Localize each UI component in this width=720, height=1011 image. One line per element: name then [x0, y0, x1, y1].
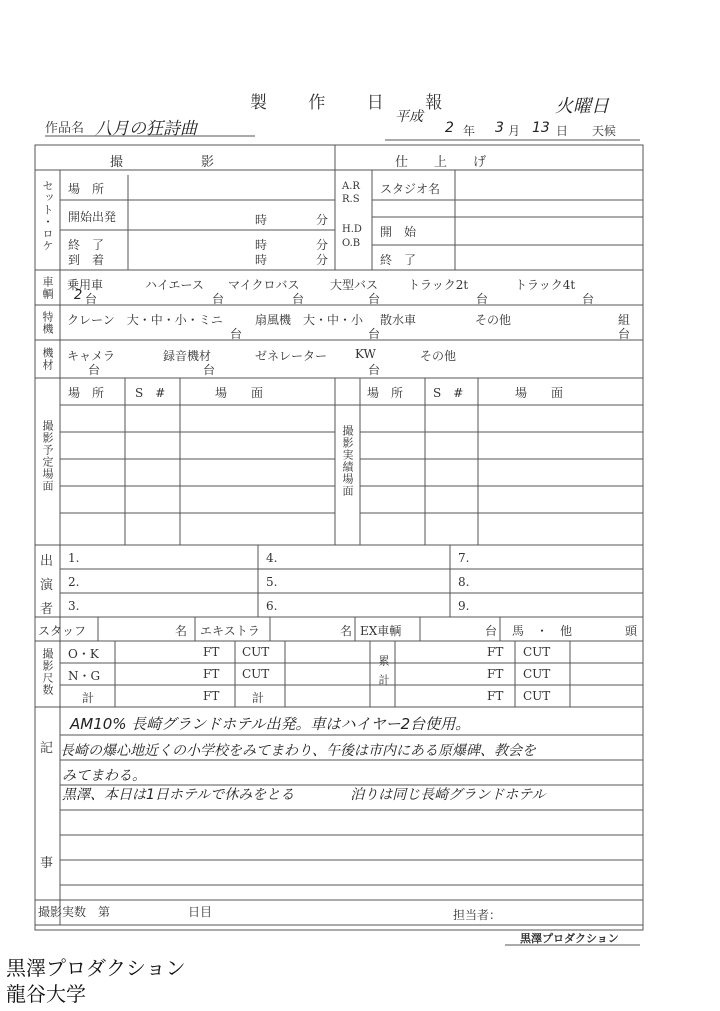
cast-number-3: 3.: [68, 599, 80, 613]
ex-car-label: EX車輌: [360, 624, 402, 638]
extra-label: エキストラ: [200, 624, 260, 638]
date-year: 2: [445, 120, 454, 136]
vehicle-truck4t: トラック4t: [515, 278, 576, 292]
car-count: 2: [74, 288, 83, 303]
cum-cut-1: CUT: [523, 645, 551, 659]
extra-mei: 名: [340, 624, 353, 638]
fan-label: 扇風機 大・中・小: [255, 313, 364, 327]
era-label: 平成: [395, 109, 423, 125]
ob-label: O.B: [342, 238, 361, 249]
vehicle-truck2t: トラック2t: [408, 278, 469, 292]
notes-side-top: 記: [40, 741, 54, 756]
actual-scenes-side-label: 撮影実績場面: [341, 425, 354, 497]
studio-end-label: 終 了: [380, 253, 417, 267]
cum-cut-2: CUT: [523, 667, 551, 681]
equipment-generator: ゼネレーター: [255, 349, 328, 363]
person-in-charge-label: 担当者：: [453, 908, 502, 922]
cast-number-8: 8.: [458, 575, 470, 589]
cum-ft-1: FT: [487, 645, 504, 659]
start-hour-unit: 時: [255, 213, 268, 227]
cast-side-2: 演: [40, 578, 54, 593]
cum-cut-3: CUT: [523, 689, 551, 703]
horse-label: 馬 ・ 他: [512, 624, 573, 638]
set-location-side-label: セット・ロケ: [41, 180, 54, 252]
notes-line-2: 長崎の爆心地近くの小学校をみてまわり、午後は市内にある原爆碑、教会を: [60, 743, 536, 759]
ok-cut: CUT: [242, 645, 270, 659]
special-side-label: 特機: [41, 311, 54, 335]
hd-label: H.D: [342, 224, 362, 235]
equipment-kw: KW: [355, 347, 376, 361]
notes-line-3: みてまわる。: [62, 768, 146, 784]
work-name-label: 作品名: [45, 121, 85, 136]
cast-number-4: 4.: [266, 551, 278, 565]
cast-side-3: 者: [40, 602, 54, 617]
sound-dai: 台: [203, 363, 216, 377]
credit-line-1: 黒澤プロダクション: [6, 956, 186, 980]
equipment-other: その他: [420, 349, 457, 363]
cumulative-label: 累計: [377, 655, 390, 693]
arrive-label: 到 着: [68, 253, 105, 267]
weather-label: 天候: [592, 124, 617, 138]
equipment-side-label: 機材: [41, 347, 54, 371]
fan-dai: 台: [368, 327, 381, 341]
total-ft: FT: [203, 689, 220, 703]
plan-scene-header: 場 面: [215, 386, 264, 400]
special-kumi: 組: [618, 313, 631, 327]
ng-label: N・G: [68, 669, 101, 683]
notes-line-1: AM10% 長崎グランドホテル出発。車はハイヤー2台使用。: [70, 715, 471, 733]
notes-side-bottom: 事: [40, 856, 54, 871]
kw-dai: 台: [368, 363, 381, 377]
total-cut-label: 計: [252, 691, 265, 705]
start-minute-unit: 分: [316, 213, 329, 227]
staff-label: スタッフ: [38, 624, 87, 638]
ar-label: A.R: [342, 181, 360, 192]
rs-label: R.S: [342, 194, 360, 205]
car-label: 乗用車: [67, 278, 104, 292]
date-month: 3: [495, 120, 504, 136]
actual-scene-header: 場 面: [515, 386, 564, 400]
crane-dai: 台: [230, 327, 243, 341]
end-hour-unit: 時: [255, 238, 268, 252]
date-day: 13: [532, 120, 550, 136]
weekday: 火曜日: [555, 96, 609, 117]
shooting-days-unit: 日目: [188, 905, 213, 919]
date-day-unit: 日: [556, 124, 569, 138]
vehicle-hiace: ハイエース: [145, 278, 204, 292]
form-title: 製 作 日 報: [250, 93, 461, 113]
camera-dai: 台: [88, 363, 101, 377]
plan-place-header: 場 所: [68, 386, 105, 400]
ok-label: O・K: [68, 647, 99, 661]
cast-number-9: 9.: [458, 599, 470, 613]
cast-number-7: 7.: [458, 551, 470, 565]
date-month-unit: 月: [508, 124, 521, 138]
plan-sno-header: S #: [135, 386, 166, 400]
cum-ft-3: FT: [487, 689, 504, 703]
cast-number-5: 5.: [266, 575, 278, 589]
crane-label: クレーン 大・中・小・ミニ: [67, 313, 223, 327]
cast-number-2: 2.: [68, 575, 80, 589]
company-stamp: 黒澤プロダクション: [520, 932, 619, 945]
vehicle-bigbus: 大型バス: [330, 278, 379, 292]
bigbus-dai: 台: [368, 292, 381, 306]
shooting-days-label: 撮影実数 第: [38, 905, 111, 919]
sprinkler-label: 散水車: [380, 313, 417, 327]
notes-line-4: 黒澤、本日は1日ホテルで休みをとる 泊りは同じ長崎グランドホテル: [62, 787, 546, 803]
cum-ft-2: FT: [487, 667, 504, 681]
ng-ft: FT: [203, 667, 220, 681]
work-name-value: 八月の狂詩曲: [95, 119, 197, 139]
ex-car-dai: 台: [485, 624, 498, 638]
ok-ft: FT: [203, 645, 220, 659]
studio-start-label: 開 始: [380, 225, 417, 239]
actual-sno-header: S #: [433, 386, 464, 400]
credit-line-2: 龍谷大学: [6, 982, 86, 1006]
shoot-header: 撮 影: [110, 155, 215, 170]
car-dai: 台: [85, 292, 98, 306]
place-label: 場 所: [68, 182, 105, 196]
arrive-minute-unit: 分: [316, 253, 329, 267]
start-depart-label: 開始出発: [68, 210, 117, 224]
cast-number-1: 1.: [68, 551, 80, 565]
actual-place-header: 場 所: [367, 386, 404, 400]
equipment-sound: 録音機材: [163, 349, 212, 363]
truck2t-dai: 台: [476, 292, 489, 306]
finish-header: 仕 上 げ: [395, 155, 487, 170]
horse-head: 頭: [625, 624, 638, 638]
date-year-unit: 年: [463, 124, 476, 138]
cast-number-6: 6.: [266, 599, 278, 613]
microbus-dai: 台: [292, 292, 305, 306]
staff-mei: 名: [175, 624, 188, 638]
studio-name-label: スタジオ名: [380, 182, 441, 196]
vehicle-microbus: マイクロバス: [228, 278, 300, 292]
end-label: 終 了: [68, 238, 105, 252]
truck4t-dai: 台: [582, 292, 595, 306]
arrive-hour-unit: 時: [255, 253, 268, 267]
hiace-dai: 台: [212, 292, 225, 306]
cast-side-1: 出: [40, 554, 54, 569]
vehicles-side-label: 車輌: [41, 276, 54, 300]
equipment-camera: キャメラ: [67, 349, 116, 363]
special-other-label: その他: [475, 313, 512, 327]
footage-side-label: 撮影尺数: [41, 648, 54, 696]
special-dai: 台: [618, 327, 631, 341]
ng-cut: CUT: [242, 667, 270, 681]
footage-total-label: 計: [82, 691, 95, 705]
planned-scenes-side-label: 撮影予定場面: [41, 420, 54, 492]
end-minute-unit: 分: [316, 238, 329, 252]
